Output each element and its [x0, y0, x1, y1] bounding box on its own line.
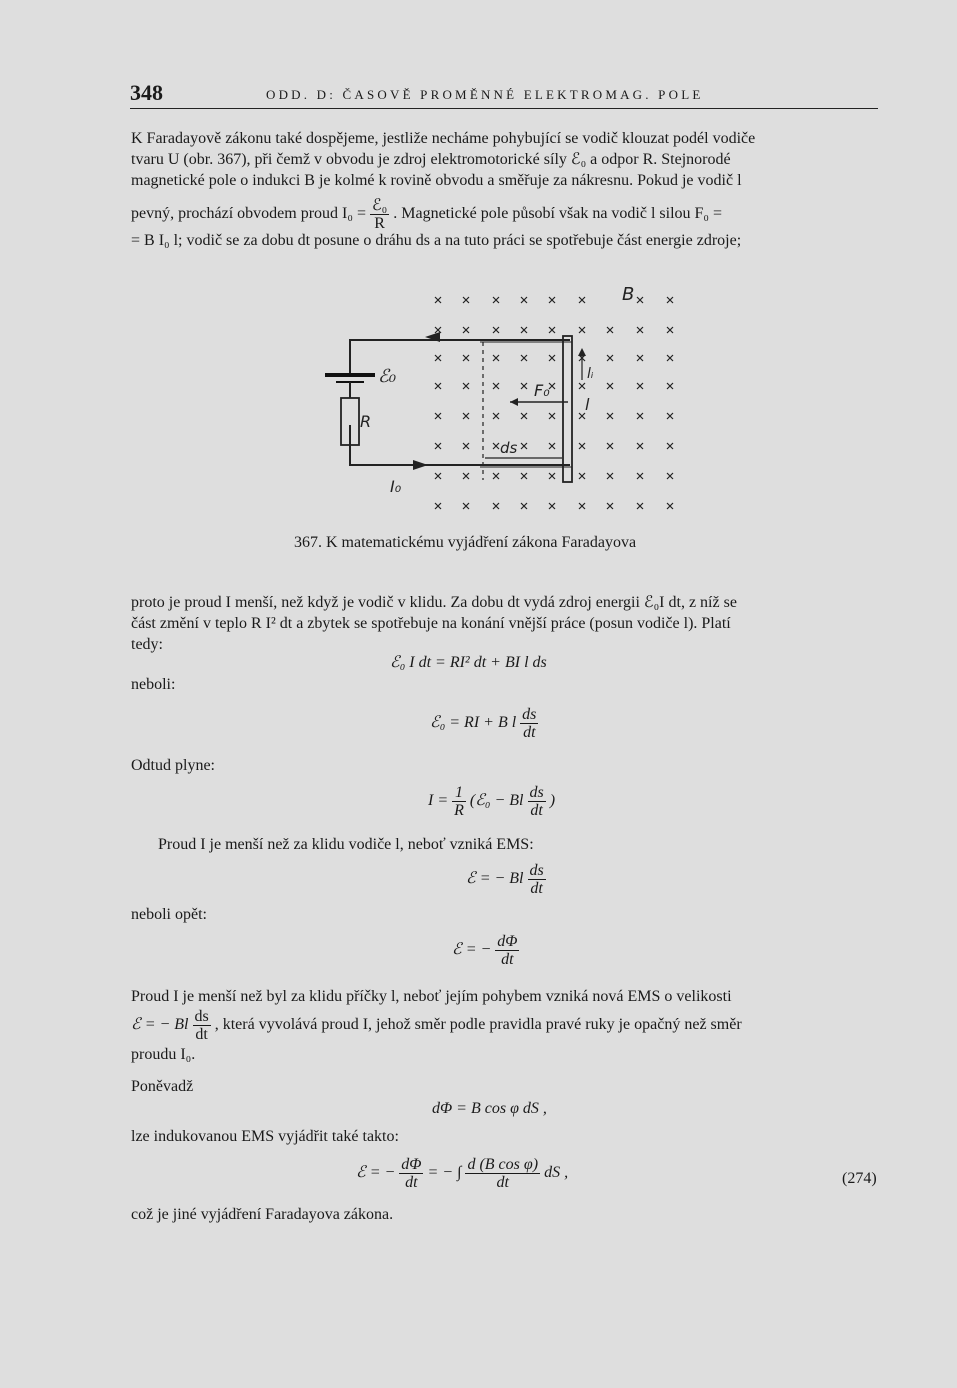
p3-frac-num: ds: [194, 1008, 209, 1025]
field-cross: [463, 443, 469, 449]
field-cross: [667, 413, 673, 419]
field-cross: [607, 355, 613, 361]
field-cross: [463, 413, 469, 419]
p3-line-3: proudu I₀.: [131, 1046, 196, 1063]
equation-7-den-1: dt: [405, 1174, 418, 1191]
field-cross: [493, 327, 499, 333]
page-number: 348: [130, 80, 163, 105]
equation-4-den: dt: [530, 880, 543, 897]
field-cross: [435, 355, 441, 361]
field-cross: [667, 473, 673, 479]
sliding-rod: [563, 336, 572, 482]
equation-3-num-1: 1: [452, 784, 466, 802]
equation-7: [356, 1156, 568, 1191]
equation-3: [428, 784, 555, 819]
equation-3-den-1: R: [454, 802, 464, 819]
equation-2-num: ds: [522, 706, 537, 723]
paragraph-2: [131, 592, 880, 655]
field-cross: [607, 503, 613, 509]
field-cross: [549, 297, 555, 303]
field-cross: [579, 297, 585, 303]
field-cross: [463, 355, 469, 361]
intro-line-2: tvaru U (obr. 367), při čemž v obvodu je zdroj elektromotorické síly ℰ₀ a odpor R. Stejnorodé: [131, 151, 731, 168]
field-cross: [521, 503, 527, 509]
equation-3-a: I =: [428, 792, 449, 810]
field-cross: [493, 383, 499, 389]
p2-line-3: tedy:: [131, 636, 163, 653]
label-lze: lze indukovanou EMS vyjádřit také takto:: [131, 1128, 399, 1145]
field-cross: [549, 473, 555, 479]
field-cross: [667, 327, 673, 333]
label-R: R: [360, 412, 372, 431]
equation-2-a: ℰ₀ = RI + B l: [430, 714, 517, 732]
field-cross: [493, 473, 499, 479]
intro-line-5: = B I₀ l; vodič se za dobu dt posune o dráhu ds a na tuto práci se spotřebuje část energie zdroje;: [131, 232, 742, 249]
field-cross: [435, 473, 441, 479]
intro-line-4-a: pevný, prochází obvodem proud I₀ =: [131, 205, 366, 223]
field-cross: [579, 443, 585, 449]
field-cross: [493, 355, 499, 361]
last-line: což je jiné vyjádření Faradayova zákona.: [131, 1206, 394, 1223]
current-fraction-den: R: [374, 215, 385, 232]
label-ponevadz: Poněvadž: [131, 1078, 194, 1095]
field-cross: [667, 355, 673, 361]
field-cross: [637, 327, 643, 333]
field-cross: [521, 443, 527, 449]
equation-3-num-2: ds: [529, 784, 544, 801]
field-cross: [607, 383, 613, 389]
field-cross: [637, 355, 643, 361]
field-cross: [607, 327, 613, 333]
equation-7-frac-2: [465, 1156, 540, 1191]
equation-3-c: ): [549, 792, 556, 810]
intro-line-3: magnetické pole o indukci B je kolmé k rovině obvodu a směřuje za nákresnu. Pokud je vodič l: [131, 172, 742, 189]
equation-3-frac-2: [528, 784, 546, 819]
equation-6: dΦ = B cos φ dS ,: [432, 1100, 547, 1117]
equation-5-den: dt: [501, 951, 514, 968]
equation-5-a: ℰ = −: [452, 941, 492, 959]
field-cross: [493, 413, 499, 419]
equation-4-a: ℰ = − Bl: [466, 870, 524, 888]
field-cross: [579, 473, 585, 479]
equation-2: [430, 706, 538, 741]
equation-7-num-1: dΦ: [401, 1156, 422, 1173]
field-cross: [667, 503, 673, 509]
field-cross: [521, 327, 527, 333]
intro-line-4: [131, 197, 880, 232]
intro-paragraph: [131, 128, 880, 191]
field-cross: [463, 327, 469, 333]
field-cross: [435, 327, 441, 333]
field-cross: [637, 383, 643, 389]
equation-4: [466, 862, 546, 897]
field-cross: [549, 383, 555, 389]
circuit-figure: [300, 270, 700, 510]
header-rule: [130, 108, 878, 109]
equation-number: (274): [842, 1170, 877, 1187]
equation-3-frac-1: [452, 784, 466, 819]
intro-line-1: K Faradayově zákonu také dospějeme, jestliže necháme pohybující se vodič klouzat podél vodiče: [131, 130, 756, 147]
field-cross: [637, 503, 643, 509]
field-cross: [549, 503, 555, 509]
field-cross: [579, 327, 585, 333]
field-cross: [607, 473, 613, 479]
equation-2-frac: [520, 706, 538, 741]
current-arrow-bottom: [413, 460, 428, 470]
field-cross: [493, 297, 499, 303]
label-odtud: Odtud plyne:: [131, 757, 215, 774]
equation-7-a: ℰ = −: [356, 1164, 396, 1182]
proud-line: Proud I je menší než za klidu vodiče l, neboť vzniká EMS:: [158, 836, 534, 853]
figure-caption: 367. K matematickému vyjádření zákona Faradayova: [294, 534, 637, 551]
field-cross: [637, 473, 643, 479]
label-neboli-opet: neboli opět:: [131, 906, 207, 923]
field-cross: [463, 383, 469, 389]
field-cross: [521, 473, 527, 479]
equation-5-num: dΦ: [497, 933, 518, 950]
field-cross: [637, 297, 643, 303]
label-li: lᵢ: [587, 366, 594, 382]
equation-7-c: dS ,: [544, 1164, 569, 1182]
label-I0: I₀: [390, 477, 402, 496]
field-cross: [667, 297, 673, 303]
field-cross: [521, 383, 527, 389]
equation-1: ℰ₀ I dt = RI² dt + BI l ds: [390, 654, 547, 671]
equation-7-den-2: dt: [496, 1174, 509, 1191]
field-cross: [549, 355, 555, 361]
field-cross: [435, 413, 441, 419]
equation-2-den: dt: [523, 724, 536, 741]
field-cross: [493, 443, 499, 449]
p3-line-2-b: , která vyvolává proud I, jehož směr podle pravidla pravé ruky je opačný než směr: [214, 1016, 742, 1034]
field-cross: [549, 327, 555, 333]
p3-line-2: [131, 1008, 880, 1043]
label-E0: ℰ₀: [378, 366, 397, 387]
field-cross: [579, 503, 585, 509]
equation-4-num: ds: [529, 862, 544, 879]
field-cross: [521, 355, 527, 361]
equation-7-b: = − ∫: [427, 1164, 462, 1182]
field-cross: [607, 413, 613, 419]
field-cross: [667, 383, 673, 389]
field-cross: [607, 443, 613, 449]
p2-line-2: část změní v teplo R I² dt a zbytek se spotřebuje na konání vnější práce (posun vodiče l). Platí: [131, 615, 731, 632]
p3-frac-den: dt: [195, 1026, 208, 1043]
equation-4-frac: [528, 862, 546, 897]
equation-7-num-2: d (B cos φ): [467, 1156, 539, 1173]
field-cross: [435, 297, 441, 303]
field-cross: [463, 297, 469, 303]
field-cross: [549, 443, 555, 449]
running-head: ODD. D: ČASOVĚ PROMĚNNÉ ELEKTROMAG. POLE: [266, 87, 704, 102]
field-cross: [435, 383, 441, 389]
label-B: B: [622, 284, 635, 305]
field-cross: [549, 413, 555, 419]
p3-frac: [193, 1008, 211, 1043]
field-cross: [463, 473, 469, 479]
field-cross: [435, 503, 441, 509]
current-fraction: [370, 197, 389, 232]
field-cross: [493, 503, 499, 509]
p3-line-1: Proud I je menší než byl za klidu příčky l, neboť jejím pohybem vzniká nová EMS o velikosti: [131, 988, 732, 1005]
p2-line-1: proto je proud I menší, než když je vodič v klidu. Za dobu dt vydá zdroj energii ℰ₀I dt, z níž se: [131, 594, 737, 611]
label-neboli: neboli:: [131, 676, 176, 693]
equation-3-b: (ℰ₀ − Bl: [469, 792, 524, 810]
field-cross: [637, 443, 643, 449]
field-cross: [637, 413, 643, 419]
equation-5-frac: [495, 933, 519, 968]
intro-line-4-b: . Magnetické pole působí však na vodič l silou F₀ =: [393, 205, 723, 223]
field-cross: [521, 297, 527, 303]
field-cross: [521, 413, 527, 419]
field-cross: [463, 503, 469, 509]
equation-5: [452, 933, 519, 968]
p3-line-2-a: ℰ = − Bl: [131, 1016, 189, 1034]
field-cross: [579, 383, 585, 389]
current-fraction-num: ℰ₀: [371, 197, 388, 214]
field-cross: [435, 443, 441, 449]
label-F0: F₀: [534, 381, 550, 400]
label-ds: ds: [500, 439, 518, 457]
equation-3-den-2: dt: [530, 802, 543, 819]
field-cross: [667, 443, 673, 449]
label-l: l: [585, 395, 590, 414]
magnetic-field-crosses: [435, 297, 673, 509]
equation-7-frac-1: [399, 1156, 423, 1191]
